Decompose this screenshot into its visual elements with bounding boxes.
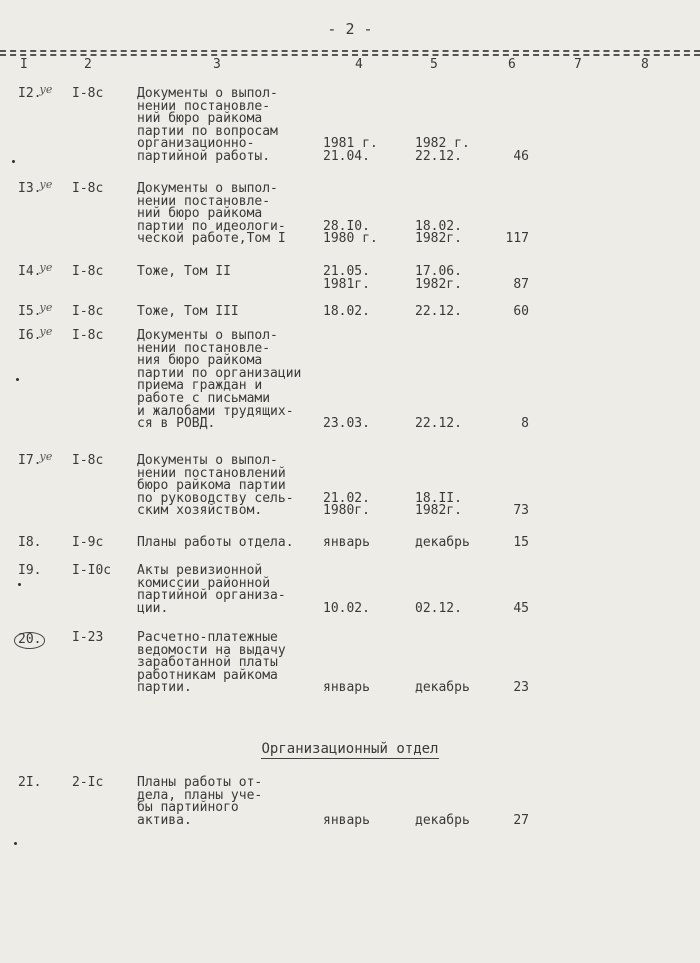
entry-sheet-count: 46 — [513, 149, 529, 164]
entry-start-date-line: 28.I0. — [323, 218, 370, 234]
pencil-annotation: уе — [39, 178, 53, 191]
pencil-annotation: уе — [39, 83, 53, 96]
entry-title — [137, 266, 322, 279]
column-number-4: 4 — [355, 57, 363, 72]
entry-start-date — [323, 682, 403, 695]
entry-title-line: комиссии районной — [137, 575, 271, 591]
entry-start-date-line: январь — [323, 680, 370, 696]
entry-sheet-count: 60 — [513, 304, 529, 319]
entry-end-date-line: декабрь — [415, 535, 470, 550]
entry-title-line: ции. — [137, 600, 169, 616]
entry-end-date — [415, 537, 495, 550]
entry-number: I6. — [18, 328, 42, 343]
entry-start-date — [323, 138, 403, 163]
entry-title-line: Планы работы от- — [137, 775, 263, 790]
entry-start-date-line: январь — [323, 535, 370, 550]
entry-index: I-8с — [72, 328, 104, 343]
entry-title — [137, 537, 322, 550]
entry-end-date-line: 02.12. — [415, 600, 462, 616]
entry-index: I-I0с — [72, 563, 112, 578]
entry-start-date-line: 10.02. — [323, 600, 370, 616]
entry-end-date — [415, 682, 495, 695]
section-title — [0, 741, 700, 757]
column-number-7: 7 — [574, 57, 582, 72]
entry-title-line: ния бюро райкома — [137, 353, 263, 369]
entry-sheet-count: 87 — [513, 276, 529, 292]
entry-start-date — [323, 490, 403, 519]
entry-title — [137, 306, 322, 319]
entry-end-date-line: 1982 г. — [415, 136, 470, 152]
entry-number-cell — [18, 632, 45, 649]
column-number-5: 5 — [430, 57, 438, 72]
entry-end-date — [415, 218, 495, 247]
entry-number: 2I. — [18, 775, 42, 790]
column-number-8: 8 — [641, 57, 649, 72]
column-number-2: 2 — [84, 57, 92, 72]
entry-title-line: работникам райкома — [137, 667, 278, 683]
ink-speck — [14, 842, 17, 845]
entry-end-date — [415, 418, 495, 431]
entry-title-line: ний бюро райкома — [137, 206, 263, 222]
entry-title-line: Документы о выпол- — [137, 453, 278, 468]
entry-index: I-8с — [72, 181, 104, 196]
entry-title-line: Планы работы отдела. — [137, 535, 294, 550]
entry-end-date — [415, 600, 495, 616]
entry-number: I7. — [18, 453, 42, 468]
entry-title-line: партии. — [137, 680, 192, 696]
entry-start-date — [323, 600, 403, 616]
entry-title-line: ведомости на выдачу — [137, 642, 286, 658]
entry-title-line: Документы о выпол- — [137, 86, 278, 101]
pencil-annotation: уе — [39, 301, 53, 314]
entry-start-date-line: 18.02. — [323, 304, 370, 319]
entry-end-date — [415, 812, 495, 828]
entry-title-line: заработанной платы — [137, 655, 278, 671]
entry-number-cell — [18, 178, 54, 196]
entry-title-line: работе с письмами — [137, 390, 271, 406]
entry-sheet-count: 117 — [505, 231, 529, 247]
entry-sheet-count: 23 — [513, 680, 529, 696]
entry-title-line: ся в РОВД. — [137, 416, 216, 432]
entry-start-date-line: 21.05. — [323, 264, 370, 279]
page-number: - 2 - — [327, 20, 373, 38]
entry-number-cell — [18, 450, 54, 468]
entry-index: 2-Iс — [72, 775, 104, 790]
entry-title-line: Расчетно-платежные — [137, 630, 278, 645]
entry-title-line: и жалобами трудящих- — [137, 403, 294, 419]
entry-end-date — [415, 306, 495, 319]
entry-start-date-line: 1980г. — [323, 503, 370, 519]
entry-number: I4. — [18, 264, 42, 279]
entry-end-date-line: 1982г. — [415, 503, 462, 519]
pencil-annotation: уе — [39, 450, 53, 463]
entry-title-line: бюро райкома партии — [137, 478, 286, 494]
ink-speck — [16, 378, 19, 381]
entry-number-cell — [18, 565, 41, 578]
entry-sheet-count: 45 — [513, 600, 529, 616]
entry-number: 20. — [14, 632, 45, 649]
entry-end-date — [415, 490, 495, 519]
entry-end-date-line: 18.02. — [415, 218, 462, 234]
entry-end-date — [415, 138, 495, 163]
entry-end-date-line: 18.II. — [415, 490, 462, 506]
entry-title — [137, 777, 322, 827]
entry-title-line: партийной организа- — [137, 588, 286, 604]
entry-number-cell — [18, 777, 41, 790]
entry-end-date-line: 17.06. — [415, 264, 462, 279]
entry-sheet-count: 73 — [513, 503, 529, 519]
entry-end-date-line: 22.12. — [415, 304, 462, 319]
entry-title-line: Тоже, Том II — [137, 264, 231, 279]
entry-index: I-8с — [72, 304, 104, 319]
entry-title — [137, 565, 322, 615]
entry-end-date-line: 1982г. — [415, 276, 462, 292]
entry-end-date-line: декабрь — [415, 812, 470, 828]
pencil-annotation: уе — [39, 325, 53, 338]
entry-number-cell — [18, 325, 54, 343]
section-title-text: Организационный отдел — [261, 741, 439, 757]
entry-number-cell — [18, 301, 54, 319]
entry-start-date-line: 1981г. — [323, 276, 370, 292]
entry-title-line: приема граждан и — [137, 378, 263, 394]
entry-end-date-line: 22.12. — [415, 148, 462, 164]
entry-title — [137, 330, 322, 431]
header-dashed-rule-top — [0, 50, 700, 52]
entry-title — [137, 88, 322, 164]
column-number-6: 6 — [508, 57, 516, 72]
entry-title-line: актива. — [137, 812, 192, 828]
entry-sheet-count: 27 — [513, 812, 529, 828]
entry-title — [137, 183, 322, 246]
entry-number: I8. — [18, 535, 42, 550]
column-number-row — [0, 57, 700, 75]
entry-title-line: Документы о выпол- — [137, 181, 278, 196]
entry-start-date-line: 21.02. — [323, 490, 370, 506]
entry-number-cell — [18, 83, 54, 101]
entry-start-date-line: 21.04. — [323, 148, 370, 164]
entry-end-date-line: 1982г. — [415, 231, 462, 247]
entry-index: I-8с — [72, 453, 104, 468]
entry-title — [137, 455, 322, 518]
entry-title-line: Акты ревизионной — [137, 563, 263, 578]
entry-title-line: ний бюро райкома — [137, 111, 263, 127]
entry-number-cell — [18, 261, 54, 279]
entry-title-line: организационно- — [137, 136, 255, 152]
entry-title-line: Документы о выпол- — [137, 328, 278, 343]
entry-sheet-count: 8 — [521, 416, 529, 432]
entry-title-line: по руководству сель- — [137, 490, 294, 506]
pencil-annotation: уе — [39, 261, 53, 274]
entry-index: I-9с — [72, 535, 104, 550]
entry-index: I-8с — [72, 264, 104, 279]
entry-index: I-23 — [72, 630, 104, 645]
column-number-1: I — [20, 57, 28, 72]
header-dashed-rule-bottom — [0, 54, 700, 56]
column-number-3: 3 — [213, 57, 221, 72]
entry-start-date — [323, 218, 403, 247]
entry-number: I3. — [18, 181, 42, 196]
ink-speck — [18, 583, 21, 586]
entry-start-date — [323, 418, 403, 431]
entry-title-line: нении постановле- — [137, 193, 271, 209]
entry-title-line: дела, планы уче- — [137, 787, 263, 803]
entry-start-date-line: 23.03. — [323, 416, 370, 432]
entry-sheet-count: 15 — [513, 535, 529, 550]
entry-title-line: ческой работе,Том I — [137, 231, 286, 247]
entry-end-date — [415, 266, 495, 291]
entry-index: I-8с — [72, 86, 104, 101]
ink-speck — [12, 160, 15, 163]
entry-number: I9. — [18, 563, 42, 578]
entry-end-date-line: 22.12. — [415, 416, 462, 432]
entry-title-line: бы партийного — [137, 800, 239, 816]
entry-title-line: партии по идеологи- — [137, 218, 286, 234]
entry-title-line: партии по организации — [137, 365, 302, 381]
entry-title-line: ским хозяйством. — [137, 503, 263, 519]
entry-title — [137, 632, 322, 695]
entry-start-date-line: 1981 г. — [323, 136, 378, 152]
entry-title-line: партии по вопросам — [137, 123, 278, 139]
entry-start-date — [323, 537, 403, 550]
entry-start-date — [323, 812, 403, 828]
entry-title-line: партийной работы. — [137, 148, 271, 164]
entry-title-line: нении постановлений — [137, 465, 286, 481]
entry-title-line: Тоже, Том III — [137, 304, 239, 319]
entry-start-date — [323, 306, 403, 319]
entry-start-date-line: январь — [323, 812, 370, 828]
entry-title-line: нении постановле- — [137, 340, 271, 356]
entry-number: I2. — [18, 86, 42, 101]
entry-number-cell — [18, 537, 41, 550]
entry-start-date — [323, 266, 403, 291]
entry-end-date-line: декабрь — [415, 680, 470, 696]
entry-number: I5. — [18, 304, 42, 319]
entry-title-line: нении постановле- — [137, 98, 271, 114]
entry-start-date-line: 1980 г. — [323, 231, 378, 247]
